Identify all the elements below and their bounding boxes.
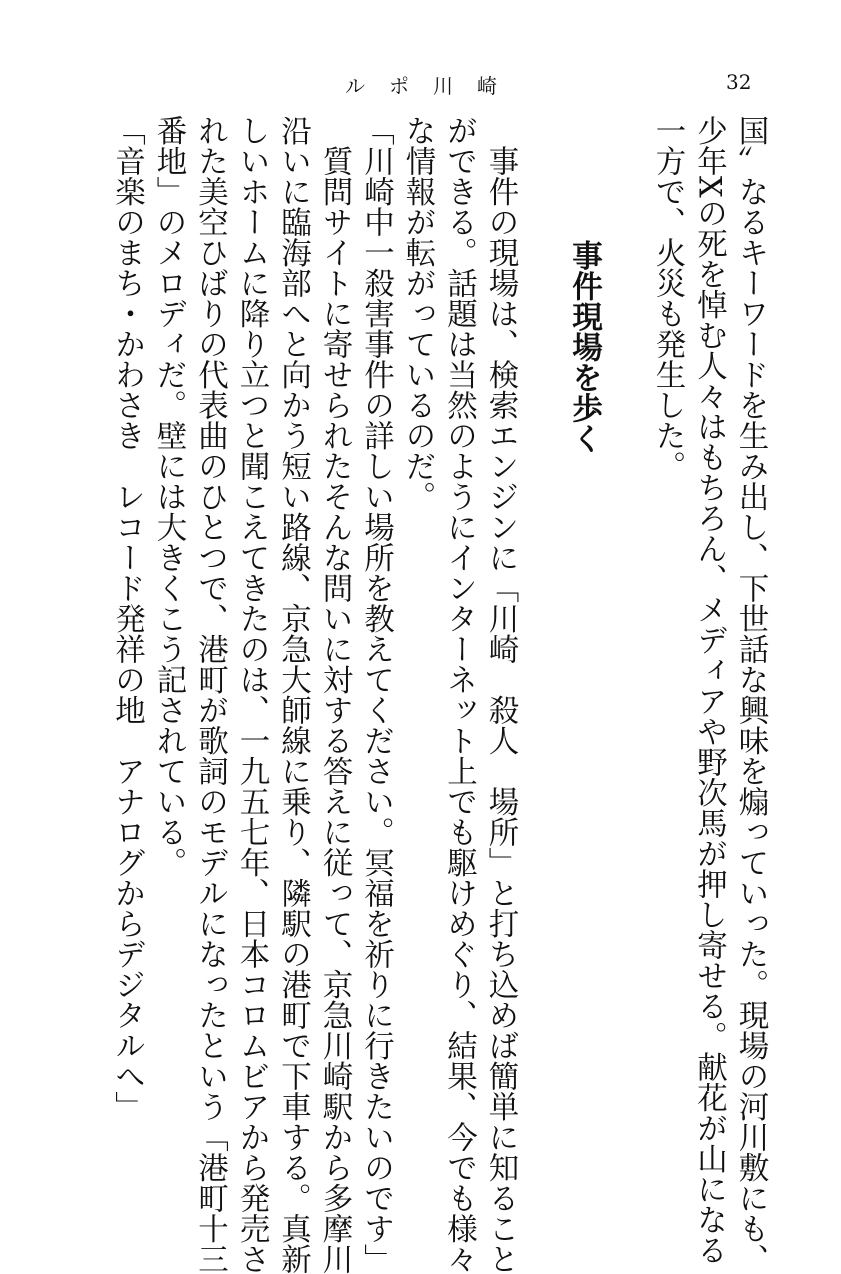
body-text — [106, 115, 771, 1274]
text-line: ができる。話題は当然のようにインターネット上でも駆けめぐり、結果、今でも様々 — [441, 115, 477, 1274]
text-line: 国〟なるキーワードを生み出し、下世話な興味を煽っていった。現場の河川敷にも、 — [733, 115, 768, 1274]
text-line: な情報が転がっているのだ。 — [400, 115, 435, 512]
text-line: 沿いに臨海部へと向かう短い路線、京急大師線に乗り、隣駅の港町で下車する。真新 — [275, 115, 311, 1274]
text-line: れた美空ひばりの代表曲のひとつで、港町が歌詞のモデルになったという「港町十三 — [192, 115, 228, 1274]
text-line: 一方で、火災も発生した。 — [650, 115, 685, 481]
text-line: 番地」のメロディだ。壁には大きくこう記されている。 — [151, 115, 186, 878]
text-line: 少年Xの死を悼む人々はもちろん、メディアや野次馬が押し寄せる。献花が山になる — [691, 115, 727, 1266]
text-line: 「川崎中一殺害事件の詳しい場所を教えてください。冥福を祈りに行きたいのです」 — [358, 115, 394, 1274]
page-number: 32 — [726, 70, 752, 94]
text-line: しいホームに降り立つと聞こえてきたのは、一九五七年、日本コロムビアから発売さ — [234, 115, 269, 1274]
running-title: ルポ川崎 — [345, 74, 521, 98]
text-line: 「音楽のまち・かわさき レコード発祥の地 アナログからデジタルへ」 — [109, 115, 145, 1122]
text-line: 質問サイトに寄せられたそんな問いに対する答えに従って、京急川崎駅から多摩川 — [317, 115, 352, 1274]
text-line: 事件の現場は、検索エンジンに「川崎 殺人 場所」と打ち込めば簡単に知ること — [483, 115, 518, 1274]
section-heading: 事件現場を歩く — [566, 240, 603, 454]
